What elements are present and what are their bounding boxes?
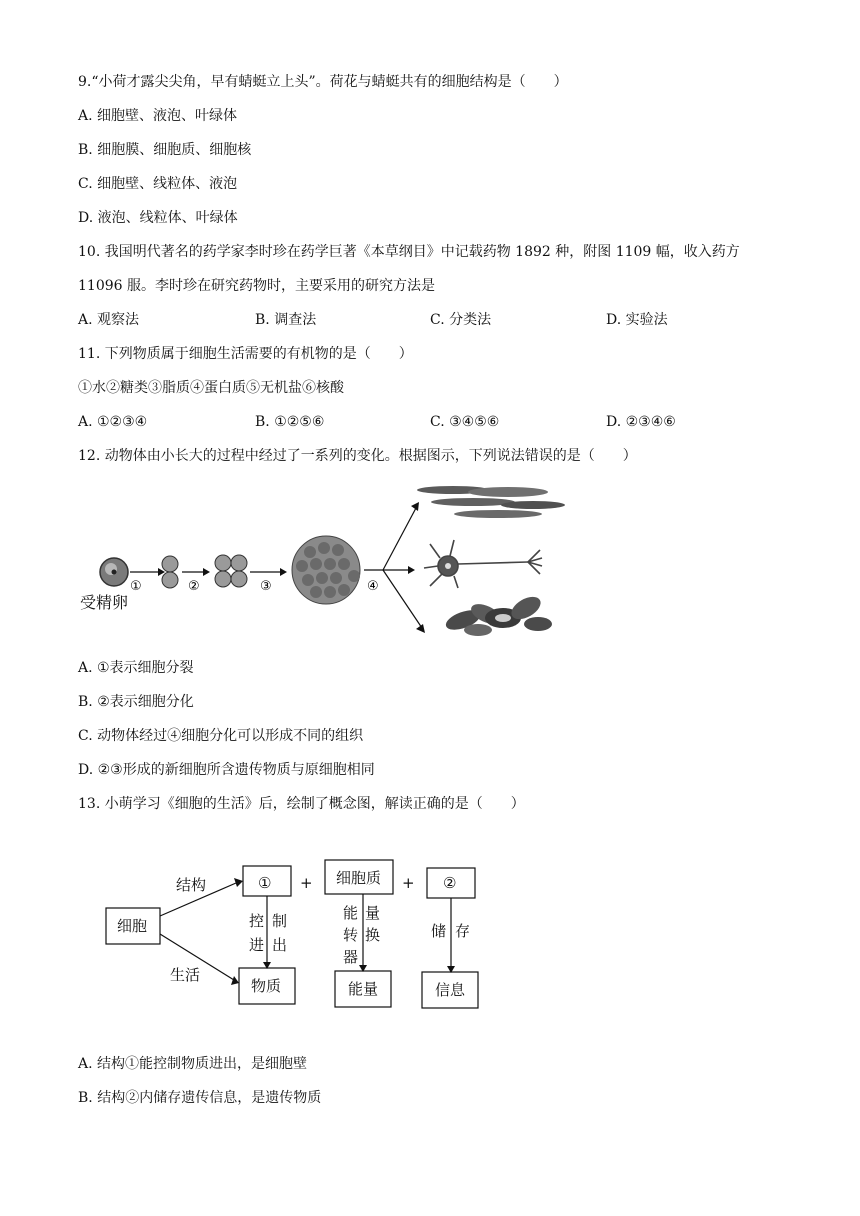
q11-option-a: A. ①②③④ <box>78 414 148 430</box>
structure-box-1: ① <box>258 874 272 892</box>
q12-option-c: C. 动物体经过④细胞分化可以形成不同的组织 <box>78 728 364 744</box>
q11-option-c: C. ③④⑤⑥ <box>430 414 500 430</box>
egg-label: 受精卵 <box>80 593 129 612</box>
step-1-label: ① <box>130 579 142 594</box>
q12-option-d: D. ②③形成的新细胞所含遗传物质与原细胞相同 <box>78 762 375 778</box>
life-label: 生活 <box>170 966 201 984</box>
plus-1: + <box>300 874 313 892</box>
q9-option-b: B. 细胞膜、细胞质、细胞核 <box>78 142 252 158</box>
store-char-2: 存 <box>455 922 471 940</box>
energy-char-5: 器 <box>343 948 359 966</box>
muscle-cells-icon <box>417 486 565 518</box>
control-char-1: 控 <box>249 912 265 930</box>
cytoplasm-node: 细胞质 <box>336 869 382 887</box>
q10-option-c: C. 分类法 <box>430 312 492 328</box>
cell-life-concept-map <box>100 852 490 1012</box>
step-2-label: ② <box>188 579 200 594</box>
structure-label: 结构 <box>176 876 207 894</box>
energy-node: 能量 <box>348 980 379 998</box>
info-node: 信息 <box>435 981 466 999</box>
q13-stem: 13. 小萌学习《细胞的生活》后，绘制了概念图，解读正确的是（ ） <box>78 796 525 812</box>
q10-stem-line2: 11096 服。李时珍在研究药物时，主要采用的研究方法是 <box>78 278 435 294</box>
q13-option-a: A. 结构①能控制物质进出，是细胞壁 <box>78 1056 308 1072</box>
structure-box-2: ② <box>443 874 457 892</box>
q11-option-d: D. ②③④⑥ <box>606 414 676 430</box>
plus-2: + <box>402 874 415 892</box>
q11-option-b: B. ①②⑤⑥ <box>255 414 325 430</box>
q9-option-d: D. 液泡、线粒体、叶绿体 <box>78 210 238 226</box>
nerve-cell-icon <box>424 540 542 588</box>
control-char-2: 制 <box>272 912 288 930</box>
q13-option-b: B. 结构②内储存遗传信息，是遗传物质 <box>78 1090 322 1106</box>
store-char-1: 储 <box>431 922 447 940</box>
energy-char-4: 换 <box>365 926 381 944</box>
blood-cells-icon <box>443 592 552 636</box>
q12-stem: 12. 动物体由小长大的过程中经过了一系列的变化。根据图示，下列说法错误的是（ ） <box>78 448 637 464</box>
q9-option-a: A. 细胞壁、液泡、叶绿体 <box>78 108 238 124</box>
q11-items: ①水②糖类③脂质④蛋白质⑤无机盐⑥核酸 <box>78 380 344 396</box>
q12-option-a: A. ①表示细胞分裂 <box>78 660 194 676</box>
fertilized-egg-icon <box>100 558 128 586</box>
control-char-4: 出 <box>272 936 288 954</box>
step-3-label: ③ <box>260 579 272 594</box>
cell-development-figure <box>78 478 578 648</box>
four-cell-stage-icon <box>215 555 247 587</box>
matter-node: 物质 <box>251 977 282 995</box>
q11-stem: 11. 下列物质属于细胞生活需要的有机物的是（ ） <box>78 346 413 362</box>
step-4-label: ④ <box>367 579 379 594</box>
control-char-3: 进 <box>249 936 265 954</box>
energy-char-2: 量 <box>365 904 381 922</box>
q10-option-a: A. 观察法 <box>78 312 140 328</box>
q10-stem-line1: 10. 我国明代著名的药学家李时珍在药学巨著《本草纲目》中记载药物 1892 种，附图 1109 幅，收入药方 <box>78 244 740 260</box>
q9-option-c: C. 细胞壁、线粒体、液泡 <box>78 176 238 192</box>
q9-stem: 9.“小荷才露尖尖角，早有蜻蜓立上头”。荷花与蜻蜓共有的细胞结构是（ ） <box>78 74 568 90</box>
energy-char-3: 转 <box>343 926 359 944</box>
cell-node: 细胞 <box>117 917 148 935</box>
q10-option-d: D. 实验法 <box>606 312 668 328</box>
q10-option-b: B. 调查法 <box>255 312 317 328</box>
cell-mass-icon <box>292 536 360 604</box>
q12-option-b: B. ②表示细胞分化 <box>78 694 194 710</box>
energy-char-1: 能 <box>343 904 359 922</box>
